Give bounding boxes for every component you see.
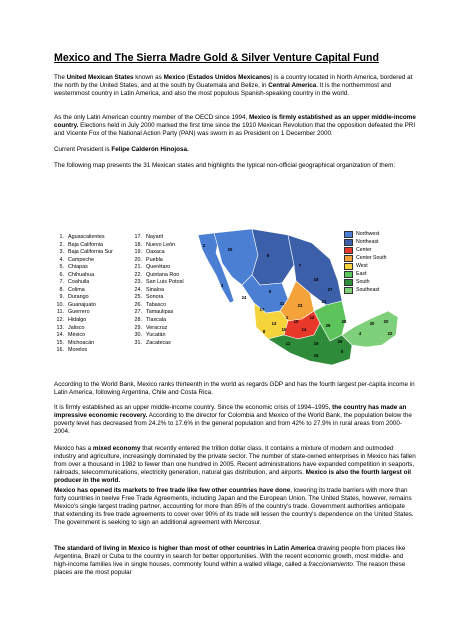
map-state-number: 26: [337, 339, 343, 344]
map-region-chihuahua: [252, 229, 294, 285]
legend-item: [344, 238, 387, 246]
legend-swatch: [344, 279, 353, 286]
map-state-number: 31: [279, 301, 285, 306]
text-run: mixed economy: [92, 445, 141, 452]
state-list-item: [54, 279, 113, 287]
state-list-item: [54, 242, 113, 250]
state-name: México: [68, 332, 86, 339]
map-state-number: 21: [321, 299, 327, 304]
state-name: Baja California Sur: [68, 249, 113, 256]
state-name: Zacatecas: [146, 339, 171, 346]
text-run: that recently entered the trillion dollar class. It contains a mixture of modern and outmoded industry and agriculture, increasingly dominated by the private sector. The number of state-owned enterprises in Mexico has fallen from over a thousand in 1982 to fewer than one hundred in 2005. Recent administrations have expanded competition in seaports, railroads, telecommunications, electricity generation, natural gas distribution, and airports.: [54, 445, 416, 477]
text-run: The following map presents the 31 Mexican states and highlights the typical non-official geographical organization of them:: [54, 162, 396, 169]
state-list-item: [54, 325, 113, 333]
state-name: Sonora: [146, 294, 164, 301]
map-state-number: 15: [281, 327, 287, 332]
state-name: Tlaxcala: [146, 317, 167, 324]
state-number: 9.: [59, 294, 64, 301]
legend-label: Center South: [356, 255, 387, 261]
state-number: 22.: [134, 271, 142, 278]
map-region-southeast: [342, 311, 398, 347]
state-name: Puebla: [146, 256, 163, 263]
legend-item: [344, 278, 387, 286]
state-list-item: [132, 272, 184, 280]
state-list-item: [132, 264, 184, 272]
map-state-number: 14: [301, 327, 307, 332]
text-run: Felipe Calderón Hinojosa.: [111, 146, 189, 153]
state-list-item: [54, 294, 113, 302]
state-list-item: [132, 257, 184, 265]
state-list-item: [54, 309, 113, 317]
legend-label: East: [356, 271, 367, 277]
map-state-number: 4: [358, 331, 362, 336]
states-list-left: [54, 234, 113, 355]
state-number: 10.: [56, 301, 64, 308]
text-run: (: [184, 74, 189, 81]
state-number: 21.: [134, 264, 142, 271]
paragraph: [54, 445, 416, 485]
legend-swatch: [344, 271, 353, 278]
text-run: Mexico has a: [54, 445, 93, 452]
map-state-number: 3: [220, 283, 224, 288]
text-run: United Mexican States: [66, 74, 134, 81]
state-list-item: [54, 264, 113, 272]
state-number: 27.: [134, 309, 142, 316]
state-list-item: [54, 234, 113, 242]
state-list-item: [132, 249, 184, 257]
text-run: . It is the northernmost and westernmost country in Latin America, and also the most populous Spanish-speaking country in the world.: [54, 82, 392, 98]
state-name: Michoacán: [68, 339, 95, 346]
state-name: Tabasco: [146, 301, 167, 308]
legend-item: [344, 262, 387, 270]
state-number: 25.: [134, 294, 142, 301]
state-number: 26.: [134, 301, 142, 308]
map-state-number: 7: [298, 263, 302, 268]
state-name: Yucatán: [146, 332, 166, 339]
map-state-number: 11: [285, 341, 291, 346]
state-name: Guanajuato: [68, 301, 96, 308]
state-name: Coahuila: [68, 279, 90, 286]
legend-label: Center: [356, 247, 372, 253]
legend-label: Northeast: [356, 239, 379, 245]
text-run: Mexico is also the fourth largest oil producer in the world.: [54, 469, 411, 485]
map-state-number: 27: [327, 287, 333, 292]
map-state-number: 20: [383, 319, 389, 324]
map-state-number: 12: [309, 315, 315, 320]
legend-label: Northwest: [356, 231, 380, 237]
text-run: Mexico has opened its markets to free trade like few other countries have done: [54, 487, 291, 494]
map-state-number: 25: [227, 247, 233, 252]
map-state-number: 13: [271, 321, 277, 326]
legend-item: [344, 270, 387, 278]
text-run: The: [54, 74, 67, 81]
state-name: Baja California: [68, 241, 104, 248]
map-state-number: 28: [341, 319, 347, 324]
state-number: 15.: [56, 339, 64, 346]
state-name: Tamaulipas: [146, 309, 174, 316]
state-list-item: [132, 325, 184, 333]
text-run: drawing people from places like Argentina, Brazil or Cuba to the country in search for better opportunities. With the recent economic growth, most middle- and high-income families live in single houses, commonly found within a walled village, called a: [54, 545, 406, 569]
state-name: Chiapas: [68, 264, 88, 271]
text-run: , lowering its trade barriers with more than forty countries in twelve Free Trade Agreements, including Japan and the European Union. The United States, however, remains Mexico's single largest trading partner, accounting for more than 85% of the country's trade. Government authorities anticipate that extending its free trade agreements to cover over 90% of its trade will lessen the country's dependence on the United States. The government is seeking to sign an additional agreement with Mercosur.: [54, 487, 414, 527]
map-state-number: 22: [387, 331, 393, 336]
state-name: Nuevo León: [146, 241, 176, 248]
text-run: Current President is: [54, 146, 112, 153]
state-number: 5.: [59, 264, 64, 271]
legend-item: [344, 254, 387, 262]
state-list-item: [54, 287, 113, 295]
text-run: . The reason these places are the most popular: [54, 561, 406, 577]
state-number: 19.: [134, 249, 142, 256]
state-number: 11.: [56, 309, 64, 316]
state-number: 18.: [134, 241, 142, 248]
map-state-number: 2: [202, 243, 206, 248]
paragraph: [54, 74, 416, 98]
paragraph: [54, 404, 416, 436]
state-list-item: [54, 257, 113, 265]
state-list-item: [132, 242, 184, 250]
state-number: 4.: [59, 256, 64, 263]
paragraph: [54, 114, 416, 138]
state-number: 8.: [59, 286, 64, 293]
state-name: Guerrero: [68, 309, 90, 316]
state-name: Durango: [68, 294, 89, 301]
text-run: fraccionamiento: [308, 561, 353, 569]
map-state-number: 17: [259, 307, 265, 312]
text-run: Mexico is firmly established as an upper middle-income country.: [54, 114, 416, 130]
state-number: 28.: [134, 317, 142, 324]
map-state-number: 8: [262, 329, 266, 334]
state-number: 7.: [59, 279, 64, 286]
text-run: known as: [133, 74, 164, 81]
state-number: 30.: [134, 332, 142, 339]
legend-item: [344, 286, 387, 294]
state-number: 6.: [59, 271, 64, 278]
state-list-item: [54, 317, 113, 325]
state-number: 23.: [134, 279, 142, 286]
state-number: 1.: [59, 234, 64, 240]
map-state-number: 1: [285, 315, 289, 320]
map-state-number: 30: [369, 321, 375, 326]
state-name: Colima: [68, 286, 85, 293]
legend-swatch: [344, 255, 353, 262]
state-list-item: [132, 332, 184, 340]
state-name: San Luis Potosí: [146, 279, 184, 286]
state-name: Campeche: [68, 256, 95, 263]
text-run: Mexico: [163, 74, 185, 81]
state-list-item: [54, 302, 113, 310]
legend-swatch: [344, 287, 353, 294]
paragraph: [54, 381, 416, 397]
state-number: 17.: [134, 234, 142, 240]
legend-label: West: [356, 263, 368, 269]
legend-swatch: [344, 247, 353, 254]
state-name: Querétaro: [146, 264, 171, 271]
state-list-item: [132, 294, 184, 302]
map-state-number: 9: [268, 289, 272, 294]
state-list-item: [132, 287, 184, 295]
state-name: Hidalgo: [68, 317, 87, 324]
text-run: According to the director for Colombia and Mexico of the World Bank, the population below the poverty level has decreased from 24.2% to 17.6% in the general population and from 42% to 27.9% in rural areas from 2000-2004.: [54, 412, 412, 436]
state-number: 13.: [56, 324, 64, 331]
state-list-item: [132, 302, 184, 310]
state-list-item: [54, 347, 113, 355]
state-name: Oaxaca: [146, 249, 165, 256]
legend-label: Southeast: [356, 287, 380, 293]
legend-item: [344, 246, 387, 254]
map-state-number: 6: [266, 253, 270, 258]
state-list-item: [54, 332, 113, 340]
text-run: As the only Latin American country member of the OECD since 1994,: [54, 114, 249, 121]
state-list-item: [132, 317, 184, 325]
state-list-item: [54, 340, 113, 348]
legend-item: [344, 230, 387, 238]
map-state-number: 16: [313, 353, 319, 358]
paragraph: [54, 545, 416, 577]
legend-swatch: [344, 239, 353, 246]
state-name: Sinaloa: [146, 286, 164, 293]
state-number: 3.: [59, 249, 64, 256]
legend-swatch: [344, 231, 353, 238]
state-number: 31.: [134, 339, 142, 346]
paragraph: [54, 146, 416, 154]
map-state-number: 5: [340, 349, 344, 354]
text-run: ) is a country located in North America, bordered at the north by the United States, and at the south by Guatemala and Belize, in: [54, 74, 413, 90]
map-state-number: 18: [313, 277, 319, 282]
state-number: 20.: [134, 256, 142, 263]
text-run: It is firmly established as an upper middle-income country. Since the economic crisis of 1994–1995,: [54, 404, 333, 411]
text-run: the country has made an impressive economic recovery.: [54, 404, 407, 420]
state-name: Quintana Roo: [146, 271, 180, 278]
state-list-item: [132, 309, 184, 317]
state-name: Nayarit: [146, 234, 164, 240]
state-name: Jalisco: [68, 324, 85, 331]
state-list-item: [54, 272, 113, 280]
map-state-number: 19: [313, 341, 319, 346]
state-list-item: [132, 234, 184, 242]
state-name: Veracruz: [146, 324, 168, 331]
state-number: 12.: [56, 317, 64, 324]
legend-swatch: [344, 263, 353, 270]
state-list-item: [132, 279, 184, 287]
map-state-number: 23: [297, 303, 303, 308]
map-state-number: 10: [293, 319, 299, 324]
state-name: Morelos: [68, 347, 88, 354]
state-list-item: [54, 249, 113, 257]
page-title: Mexico and The Sierra Madre Gold & Silver Venture Capital Fund: [54, 52, 379, 64]
paragraph: [54, 162, 416, 170]
states-list-right: [132, 234, 184, 347]
state-number: 24.: [134, 286, 142, 293]
state-name: Chihuahua: [68, 271, 95, 278]
text-run: According to the World Bank, Mexico ranks thirteenth in the world as regards GDP and has the fourth largest per-capita income in Latin America, following Argentina, Chile and Costa Rica.: [54, 381, 415, 397]
states-map-figure: [54, 227, 416, 374]
map-legend: [344, 230, 387, 294]
state-number: 14.: [56, 332, 64, 339]
text-run: Estados Unidos Mexicanos: [188, 74, 271, 81]
text-run: Elections held in July 2000 marked the first time since the 1910 Mexican Revolution that the opposition defeated the PRI and Vicente Fox of the National Action Party (PAN) was sworn in as President on 1 December 2000.: [54, 122, 416, 138]
paragraph: [54, 487, 416, 527]
text-run: The standard of living in Mexico is higher than most of other countries in Latin America: [54, 545, 316, 552]
map-state-number: 24: [241, 295, 247, 300]
state-number: 2.: [59, 241, 64, 248]
state-number: 16.: [56, 347, 64, 354]
state-number: 29.: [134, 324, 142, 331]
legend-label: South: [356, 279, 370, 285]
map-state-number: 29: [325, 323, 331, 328]
text-run: Central America: [268, 82, 317, 90]
state-name: Aguascalientes: [68, 234, 105, 240]
state-list-item: [132, 340, 184, 348]
